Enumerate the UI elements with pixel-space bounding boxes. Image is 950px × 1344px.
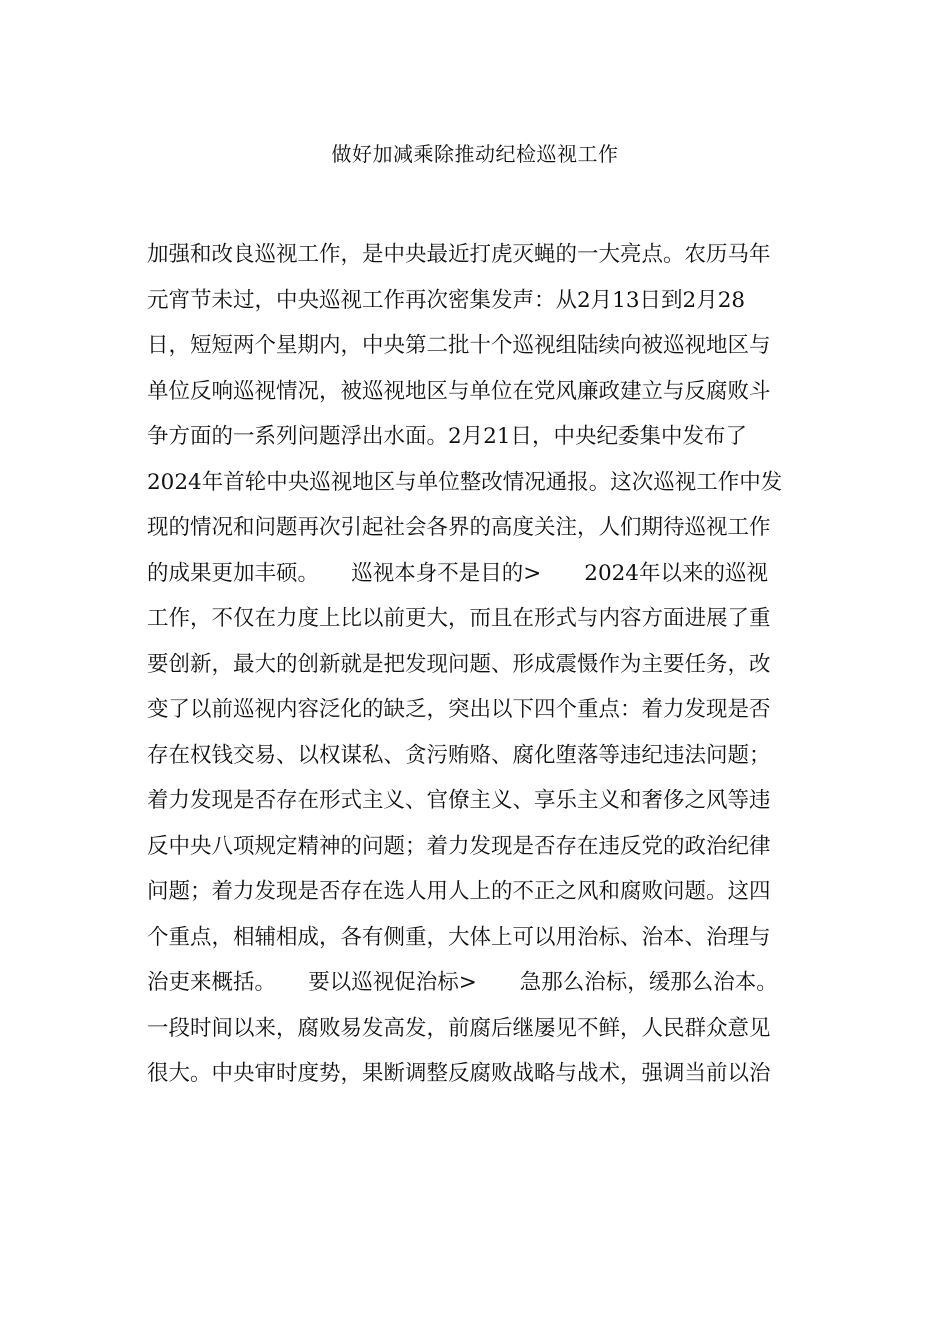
body-line: 2024年首轮中央巡视地区与单位整改情况通报。这次巡视工作中发 <box>147 469 783 495</box>
body-line: 存在权钱交易、以权谋私、贪污贿赂、腐化堕落等违纪违法问题； <box>147 742 771 768</box>
body-line: 问题；着力发现是否存在选人用人上的不正之风和腐败问题。这四 <box>147 879 771 904</box>
body-line: 很大。中央审时度势，果断调整反腐败战略与战术，强调当前以治 <box>147 1061 771 1086</box>
body-line: 争方面的一系列问题浮出水面。2月21日，中央纪委集中发布了 <box>147 424 748 449</box>
body-line: 着力发现是否存在形式主义、官僚主义、享乐主义和奢侈之风等违 <box>147 788 771 813</box>
body-line: 治吏来概括。 要以巡视促治标> 急那么治标，缓那么治本。 <box>147 970 778 995</box>
body-line: 反中央八项规定精神的问题；着力发现是否存在违反党的政治纪律 <box>147 833 771 859</box>
body-line: 加强和改良巡视工作，是中央最近打虎灭蝇的一大亮点。农历马年 <box>147 242 771 267</box>
body-line: 工作，不仅在力度上比以前更大，而且在形式与内容方面进展了重 <box>147 606 771 631</box>
body-line: 元宵节未过，中央巡视工作再次密集发声：从2月13日到2月28 <box>147 287 746 313</box>
body-line: 个重点，相辅相成，各有侧重，大体上可以用治标、治本、治理与 <box>147 924 771 950</box>
body-line: 日，短短两个星期内，中央第二批十个巡视组陆续向被巡视地区与 <box>147 333 771 358</box>
document-title: 做好加减乘除推动纪检巡视工作 <box>331 142 619 166</box>
body-line: 要创新，最大的创新就是把发现问题、形成震慑作为主要任务，改 <box>147 651 771 677</box>
body-line: 单位反响巡视情况，被巡视地区与单位在党风廉政建立与反腐败斗 <box>147 378 771 404</box>
body-line: 一段时间以来，腐败易发高发，前腐后继屡见不鲜，人民群众意见 <box>147 1015 771 1041</box>
body-line: 的成果更加丰硕。 巡视本身不是目的> 2024年以来的巡视 <box>147 560 768 586</box>
document-body <box>147 232 807 1097</box>
body-line: 变了以前巡视内容泛化的缺乏，突出以下四个重点：着力发现是否 <box>147 697 771 722</box>
body-line: 现的情况和问题再次引起社会各界的高度关注，人们期待巡视工作 <box>147 515 771 540</box>
